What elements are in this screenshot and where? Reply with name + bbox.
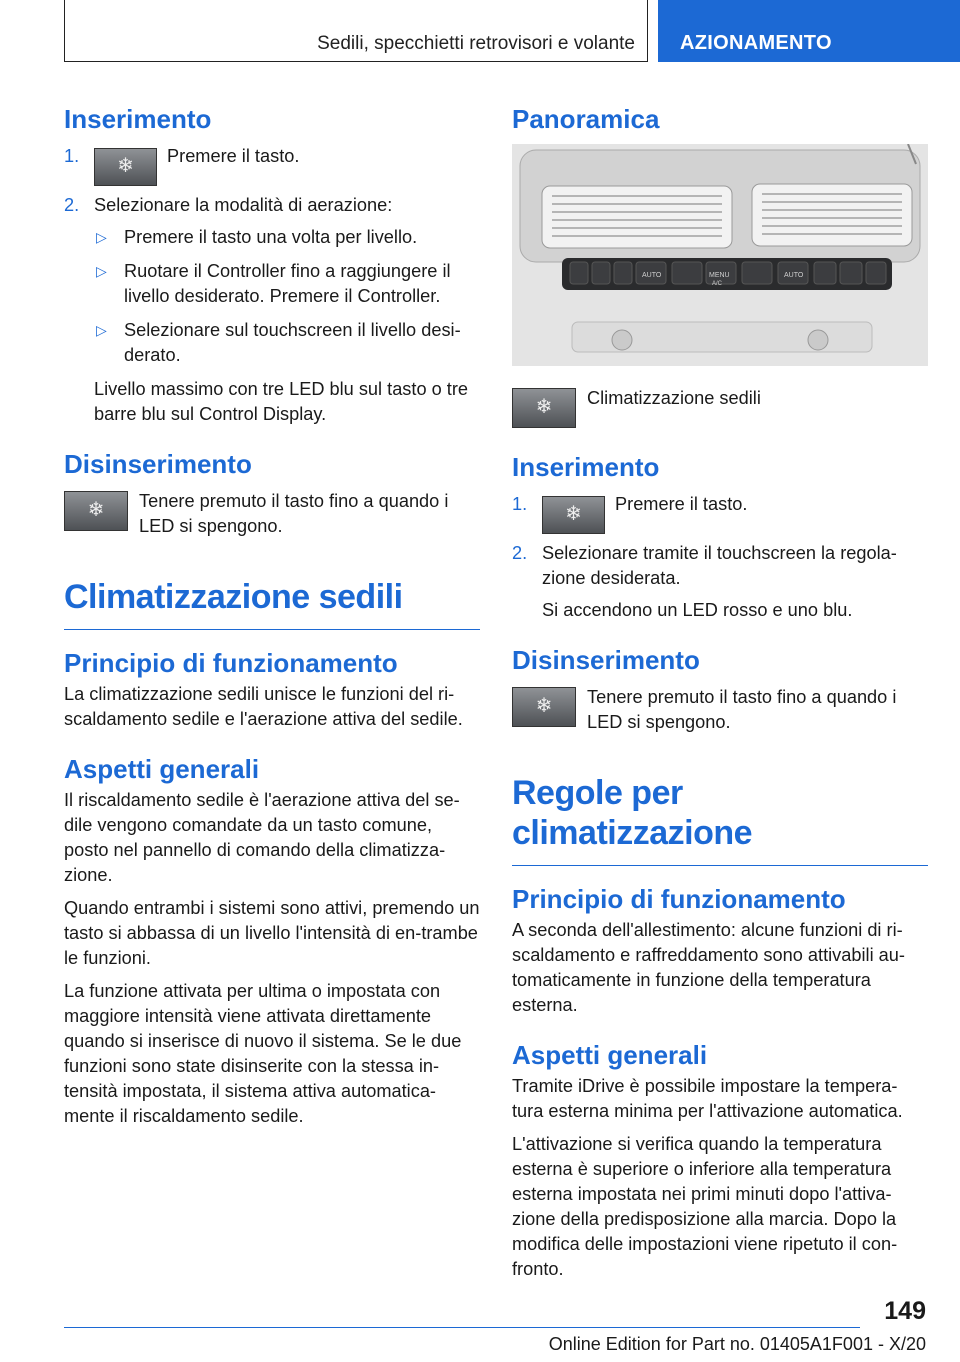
seat-ventilation-icon: ❄ bbox=[542, 496, 605, 534]
principio-text: A seconda dell'allestimento: alcune funzioni di ri-scaldamento e raffreddamento sono attivabili au-tomaticamente in funzione della temperatura esterna. bbox=[512, 920, 905, 1015]
heading-disinserimento: Disinserimento bbox=[64, 449, 252, 479]
heading-inserimento: Inserimento bbox=[512, 452, 660, 482]
seat-ventilation-icon: ❄ bbox=[512, 687, 576, 727]
aspetti-paragraph: L'attivazione si verifica quando la temperatura esterna è superiore o inferiore alla temperatura esterna impostata nei primi minuti dopo l'attiva-zione della predisposizione alla marcia. Dopo la modifica delle impostazioni viene ripetuto il con-fronto. bbox=[512, 1134, 898, 1279]
left-column bbox=[64, 102, 480, 1137]
step-text: Premere il tasto. bbox=[167, 146, 300, 166]
panel-label: A/C bbox=[712, 281, 723, 287]
step-number: 1. bbox=[512, 494, 528, 514]
heading-climatizzazione-sedili: Climatizzazione sedili bbox=[64, 577, 480, 630]
panel-label: AUTO bbox=[784, 272, 804, 279]
heading-principio: Principio di funzionamento bbox=[512, 884, 846, 914]
icon-caption: Climatizzazione sedili bbox=[587, 388, 761, 408]
step-1 bbox=[64, 144, 480, 186]
seat-ventilation-icon: ❄ bbox=[64, 491, 128, 531]
bullet-triangle-icon: ▷ bbox=[96, 322, 107, 338]
panel-label: MENU bbox=[709, 272, 730, 279]
bullet-triangle-icon: ▷ bbox=[96, 229, 107, 245]
step-2 bbox=[64, 193, 480, 218]
step-number: 2. bbox=[64, 195, 80, 215]
aspetti-paragraph: Il riscaldamento sedile è l'aerazione attiva del se-dile vengono comandate da un tasto comune, posto nel pannello di comando della climatizza-zione. bbox=[64, 790, 460, 885]
max-level-note: Livello massimo con tre LED blu sul tasto o tre barre blu sul Control Display. bbox=[94, 379, 469, 424]
bullet-item: ▷ Selezionare sul touchscreen il livello desi-derato. bbox=[96, 320, 461, 365]
right-column bbox=[512, 102, 928, 1290]
aspetti-paragraph: Tramite iDrive è possibile impostare la tempera-tura esterna minima per l'attivazione automatica. bbox=[512, 1076, 903, 1121]
footer-divider bbox=[64, 1327, 860, 1328]
step-text: Selezionare la modalità di aerazione: bbox=[94, 195, 393, 215]
heading-regole-climatizzazione: Regole per climatizzazione bbox=[512, 773, 928, 866]
page-number: 149 bbox=[884, 1297, 926, 1325]
heading-panoramica: Panoramica bbox=[512, 104, 660, 134]
seat-ventilation-icon: ❄ bbox=[512, 388, 576, 428]
bullet-item: ▷ Premere il tasto una volta per livello. bbox=[64, 225, 480, 250]
seat-ventilation-icon: ❄ bbox=[94, 148, 157, 186]
climate-panel-illustration bbox=[512, 144, 928, 366]
heading-disinserimento: Disinserimento bbox=[512, 645, 700, 675]
bullet-triangle-icon: ▷ bbox=[96, 263, 107, 279]
off-instruction: ❄ Tenere premuto il tasto fino a quando i LED si spengono. bbox=[64, 489, 480, 539]
heading-inserimento: Inserimento bbox=[64, 104, 212, 134]
heading-aspetti: Aspetti generali bbox=[64, 754, 260, 784]
panel-label: AUTO bbox=[642, 272, 662, 279]
step-text: Selezionare tramite il touchscreen la regola-zione desiderata. bbox=[542, 543, 897, 588]
climate-panel-photo bbox=[512, 144, 928, 366]
icon-caption-row bbox=[512, 386, 928, 428]
step-number: 1. bbox=[64, 146, 80, 166]
chapter-tab[interactable]: AZIONAMENTO bbox=[658, 0, 960, 62]
step-text: Premere il tasto. bbox=[615, 494, 748, 514]
footer-edition: Online Edition for Part no. 01405A1F001 - X/20 bbox=[548, 1334, 926, 1354]
heading-aspetti: Aspetti generali bbox=[512, 1040, 708, 1070]
step-2 bbox=[512, 541, 928, 591]
principio-text: La climatizzazione sedili unisce le funzioni del ri-scaldamento sedile e l'aerazione attiva del sedile. bbox=[64, 684, 463, 729]
step-number: 2. bbox=[512, 543, 528, 563]
section-title: Sedili, specchietti retrovisori e volante bbox=[64, 0, 648, 62]
step-1 bbox=[512, 492, 928, 534]
step-2-continuation: Si accendono un LED rosso e uno blu. bbox=[542, 600, 853, 620]
heading-principio: Principio di funzionamento bbox=[64, 648, 398, 678]
aspetti-paragraph: Quando entrambi i sistemi sono attivi, premendo un tasto si abbassa di un livello l'intensità di en-trambe le funzioni. bbox=[64, 898, 480, 968]
aspetti-paragraph: La funzione attivata per ultima o impostata con maggiore intensità viene attivata direttamente quando si inserisce di nuovo il sistema. Se le due funzioni sono state disinserite con la stessa in-tensità impostata, il sistema attiva automatica-mente il riscaldamento sedile. bbox=[64, 981, 462, 1126]
off-instruction: ❄ Tenere premuto il tasto fino a quando i LED si spengono. bbox=[512, 685, 928, 735]
bullet-item: ▷ Ruotare il Controller fino a raggiungere il livello desiderato. Premere il Controller. bbox=[96, 261, 451, 306]
page-header bbox=[0, 0, 960, 66]
